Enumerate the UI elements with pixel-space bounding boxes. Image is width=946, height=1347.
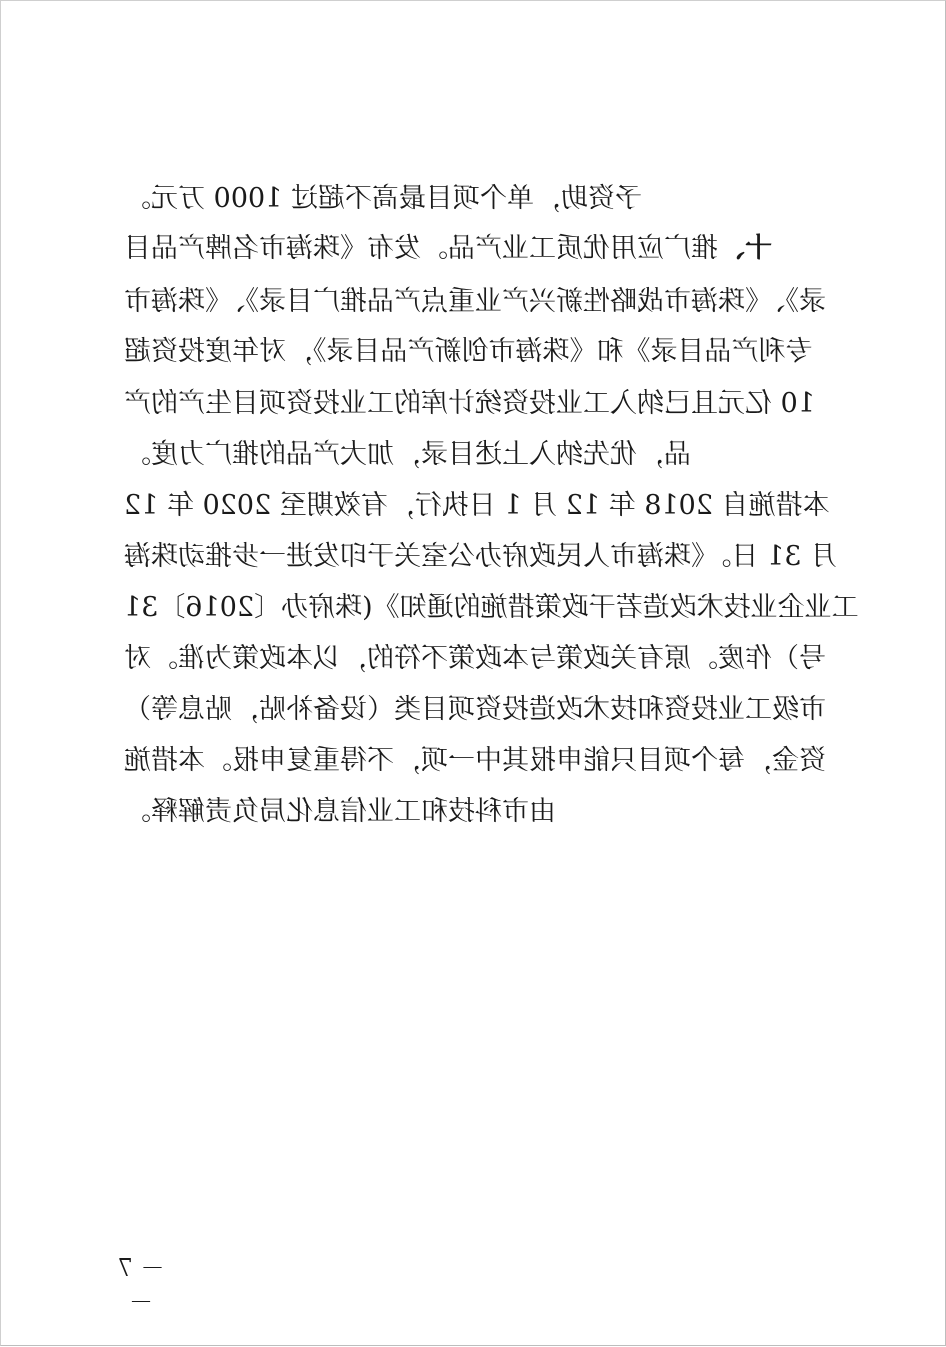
text-line-1: 予资助，单个项目最高不超过 1000 万元。	[124, 183, 642, 214]
mirrored-text-body	[1, 1, 946, 1347]
page-number: － 7 －	[117, 1254, 165, 1316]
text-line-11: 市级工业投资和技术改造投资项目类（设备补贴，贴息等）	[124, 694, 826, 725]
text-line-4: 专利产品目录》和《珠海市创新产品目录》，对年度投资超	[124, 336, 813, 367]
text-line-13: 由市科技和工业信息化局负责解释。	[124, 796, 556, 827]
text-line-10: 号）作废。原有关政策与本政策不符的，以本政策为准。对	[124, 643, 826, 674]
text-line-9: 工业企业技术改造若干政策措施的通知》(珠府办〔2016〕31	[124, 592, 859, 623]
heading-number: 十、	[718, 233, 772, 264]
text-line-7: 本措施自 2018 年 12 月 1 日执行，有效期至 2020 年 12	[124, 490, 830, 521]
heading-text: 推广应用优质工业产品。发布《珠海市名牌产品目	[124, 233, 718, 264]
text-line-5: 10 亿元且已纳入工业投资统计库的工业投资项目生产的产	[124, 388, 815, 419]
text-line-8: 月 31 日。《珠海市人民政府办公室关于印发进一步推动珠海	[124, 541, 838, 572]
text-line-6: 品，优先纳入上述目录，加大产品的推广力度。	[124, 439, 691, 470]
text-line-3: 录》、《珠海市战略性新兴产业重点产品推广目录》、《珠海市	[124, 286, 826, 317]
section-heading-line	[124, 229, 946, 269]
text-line-12: 资金，每个项目只能申报其中一项，不得重复申报。本措施	[124, 745, 826, 776]
